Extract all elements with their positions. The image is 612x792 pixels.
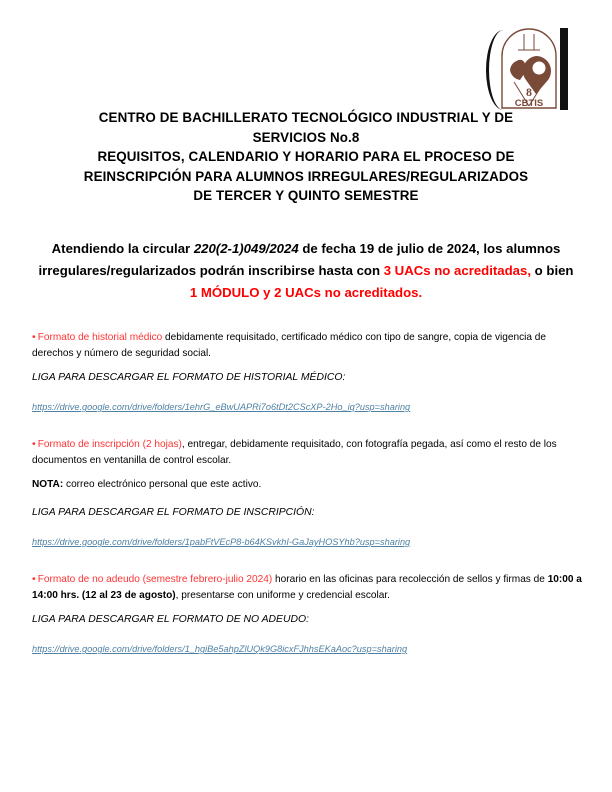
- title-line-1: CENTRO DE BACHILLERATO TECNOLÓGICO INDUSTRIAL Y DE: [98, 110, 514, 125]
- lead-text-part2: de fecha 19 de julio de 2024, los alumnos irregulares/regularizados podrán inscribirse hasta con: [38, 241, 561, 278]
- requirement-highlight: Formato de historial médico: [37, 332, 163, 343]
- note-text: correo electrónico personal que este activo.: [63, 479, 262, 491]
- note-line: [32, 477, 582, 493]
- lead-paragraph: [38, 238, 574, 304]
- title-line-2: SERVICIOS No.8: [252, 129, 360, 145]
- note-label: NOTA:: [32, 479, 64, 491]
- requirement-schedule: 10:00 a 14:00 hrs. (12 al 23 de agosto): [32, 573, 582, 601]
- requirement-block-inscripcion: [32, 437, 582, 550]
- requirement-highlight: Formato de no adeudo (semestre febrero-julio 2024): [37, 573, 273, 585]
- document-title: [36, 108, 576, 206]
- logo-acronym: CBTIS: [514, 98, 544, 109]
- requirement-paragraph: [32, 330, 582, 361]
- download-link-no-adeudo[interactable]: https://drive.google.com/drive/folders/1_hgiBe5ahpZlUQk9G8icxFJhhsEKaAoc?usp=sharing: [32, 644, 408, 655]
- school-logo: [480, 24, 590, 116]
- download-label: LIGA PARA DESCARGAR EL FORMATO DE NO ADEUDO:: [32, 614, 309, 626]
- lead-highlight-uacs: 3 UACs no acreditadas,: [383, 263, 531, 278]
- requirement-text-a: horario en las oficinas para recolección de sellos y firmas de: [272, 573, 548, 585]
- requirement-paragraph: [32, 437, 582, 468]
- requirement-highlight: Formato de inscripción (2 hojas): [37, 439, 182, 451]
- download-link-row: [32, 532, 582, 550]
- download-link-inscripcion[interactable]: https://drive.google.com/drive/folders/1pabFtVEcP8-b64KSvkhI-GaJayHOSYhb?usp=sharing: [32, 536, 411, 547]
- circular-number: 220(2-1)049/2024: [193, 241, 299, 256]
- download-label: LIGA PARA DESCARGAR EL FORMATO DE INSCRIPCIÓN:: [32, 506, 315, 518]
- bullet-icon: •: [32, 572, 36, 585]
- requirement-text: debidamente requisitado, certificado médico con tipo de sangre, copia de vigencia de derechos y número de seguridad social.: [32, 332, 547, 359]
- bullet-icon: •: [32, 438, 36, 451]
- title-line-4: REINSCRIPCIÓN PARA ALUMNOS IRREGULARES/REGULARIZADOS: [83, 168, 529, 184]
- requirement-text-b: , presentarse con uniforme y credencial escolar.: [175, 589, 390, 601]
- lead-text-part1: Atendiendo la circular: [51, 241, 194, 256]
- title-line-5: DE TERCER Y QUINTO SEMESTRE: [193, 188, 419, 203]
- requirement-text: , entregar, debidamente requisitado, con fotografía pegada, así como el resto de los documentos en ventanilla de control escolar.: [32, 439, 557, 466]
- download-link-row: [32, 397, 582, 415]
- cbtis-emblem-icon: [498, 26, 560, 112]
- download-link-row: [32, 639, 582, 657]
- download-link-historial-medico[interactable]: https://drive.google.com/drive/folders/1ehrG_eBwUAPRi7o6tDt2CScXP-2Ho_iq?usp=sharing: [32, 402, 411, 413]
- requirement-block-no-adeudo: [32, 572, 582, 657]
- logo-number: 8: [526, 85, 532, 99]
- logo-right-bar-decoration: [560, 28, 568, 110]
- title-line-3: REQUISITOS, CALENDARIO Y HORARIO PARA EL PROCESO DE: [97, 149, 515, 164]
- lead-highlight-modulo: 1 MÓDULO y 2 UACs no acreditados.: [189, 285, 423, 300]
- bullet-icon: •: [32, 331, 36, 343]
- requirement-block-historial-medico: [32, 330, 582, 415]
- requirement-paragraph: [32, 572, 582, 603]
- requirements-list: [32, 330, 582, 671]
- lead-text-part3: o bien: [531, 263, 574, 278]
- download-label: LIGA PARA DESCARGAR EL FORMATO DE HISTORIAL MÉDICO:: [32, 372, 346, 384]
